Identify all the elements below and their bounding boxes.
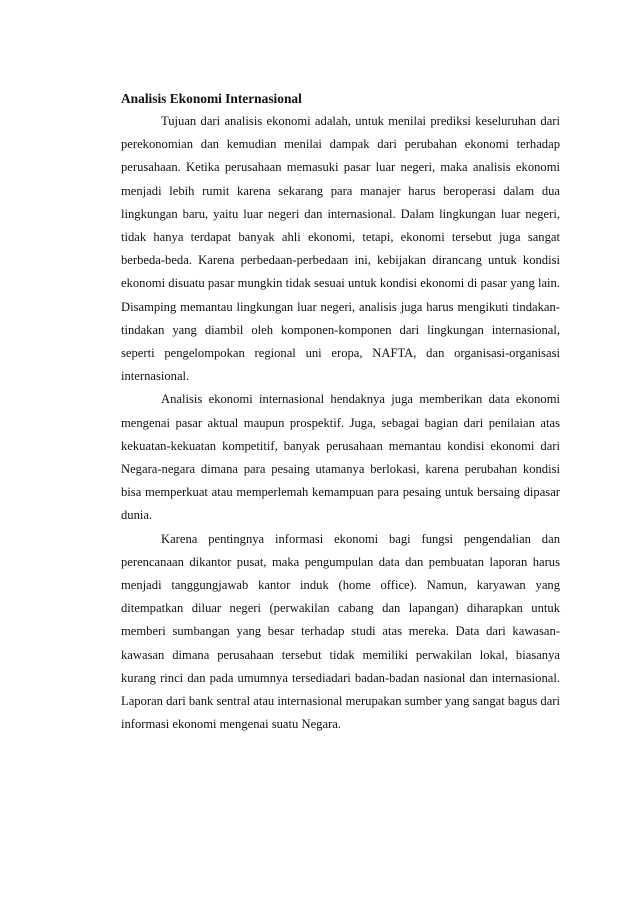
- paragraph-3: Karena pentingnya informasi ekonomi bagi fungsi pengendalian dan perencanaan dikantor pusat, maka pengumpulan data dan pembuatan laporan harus menjadi tanggungjawab kantor induk (home office). Namun, karyawan yang ditempatkan diluar negeri (perwakilan cabang dan lapangan) diharapkan untuk memberi sumbangan yang besar terhadap studi atas mereka. Data dari kawasan-kawasan dimana perusahaan tersebut tidak memiliki perwakilan lokal, biasanya kurang rinci dan pada umumnya tersediadari badan-badan nasional dan internasional. Laporan dari bank sentral atau internasional merupakan sumber yang sangat bagus dari informasi ekonomi mengenai suatu Negara.: [121, 531, 560, 732]
- paragraph-1: Tujuan dari analisis ekonomi adalah, untuk menilai prediksi keseluruhan dari perekonomian dan kemudian menilai dampak dari perubahan ekonomi terhadap perusahaan. Ketika perusahaan memasuki pasar luar negeri, maka analisis ekonomi menjadi lebih rumit karena sekarang para manajer harus beroperasi dalam dua lingkungan baru, yaitu luar negeri dan internasional. Dalam lingkungan luar negeri, tidak hanya terdapat banyak ahli ekonomi, tetapi, ekonomi tersebut juga sangat berbeda-beda. Karena perbedaan-perbedaan ini, kebijakan dirancang untuk kondisi ekonomi disuatu pasar mungkin tidak sesuai untuk kondisi ekonomi di pasar yang lain. Disamping memantau lingkungan luar negeri, analisis juga harus mengikuti tindakan-tindakan yang diambil oleh komponen-komponen dari lingkungan internasional, seperti pengelompokan regional uni eropa, NAFTA, dan organisasi-organisasi internasional.: [121, 114, 560, 384]
- paragraph-2: Analisis ekonomi internasional hendaknya juga memberikan data ekonomi mengenai pasar aktual maupun prospektif. Juga, sebagai bagian dari penilaian atas kekuatan-kekuatan kompetitif, banyak perusahaan memantau kondisi ekonomi dari Negara-negara dimana para pesaing utamanya berlokasi, karena perubahan kondisi bisa memperkuat atau memperlemah kemampuan para pesaing untuk bersaing dipasar dunia.: [121, 392, 560, 523]
- section-heading: Analisis Ekonomi Internasional: [121, 91, 302, 106]
- document-page: [121, 90, 560, 736]
